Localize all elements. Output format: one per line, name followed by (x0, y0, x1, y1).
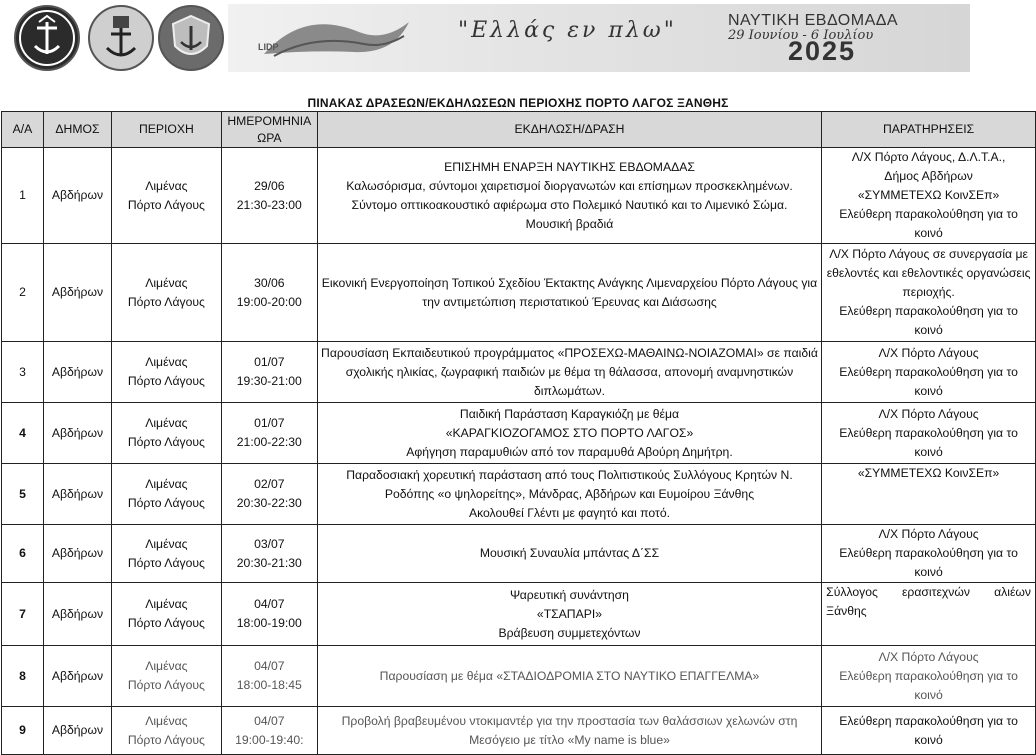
header-date-time: ΗΜΕΡΟΜΗΝΙΑ ΩΡΑ (221, 112, 317, 148)
cell-aa: 5 (2, 464, 44, 525)
cell-dimos: Αβδήρων (43, 464, 111, 525)
table-row (2, 646, 1036, 707)
cell-periochi: Λιμένας Πόρτο Λάγους (111, 403, 221, 464)
banner-tag: LIDP (258, 42, 279, 52)
cell-aa: 9 (2, 707, 44, 755)
cell-date-time: 03/07 20:30-21:30 (221, 525, 317, 583)
wave-icon (264, 14, 414, 64)
table-row (2, 464, 1036, 525)
cell-dimos: Αβδήρων (43, 646, 111, 707)
cell-notes: Λ/Χ Πόρτο Λάγους σε συνεργασία με εθελοντές και εθελοντικές οργανώσεις περιοχής. Ελεύθερη παρακολούθηση για το κοινό (822, 244, 1036, 342)
table-row (2, 403, 1036, 464)
cell-aa: 3 (2, 342, 44, 403)
cell-date-time: 04/07 18:00-18:45 (221, 646, 317, 707)
cell-dimos: Αβδήρων (43, 403, 111, 464)
cell-notes: Λ/Χ Πόρτο Λάγους Ελεύθερη παρακολούθηση για το κοινό (822, 403, 1036, 464)
banner-week-title: ΝΑΥΤΙΚΗ ΕΒΔΟΜΑΔΑ (728, 12, 899, 29)
banner-dates: 29 Ιουνίου - 6 Ιουλίου (728, 28, 874, 43)
cell-dimos: Αβδήρων (43, 583, 111, 646)
navy-week-banner (228, 4, 970, 72)
cell-aa: 4 (2, 403, 44, 464)
cell-notes: Σύλλογος ερασιτεχνών αλιέων Ξάνθης (822, 583, 1036, 646)
cell-aa: 1 (2, 148, 44, 244)
shield-icon (161, 8, 221, 68)
cell-dimos: Αβδήρων (43, 707, 111, 755)
cell-event: Μουσική Συναυλία μπάντας Δ΄ΣΣ (317, 525, 821, 583)
cell-dimos: Αβδήρων (43, 342, 111, 403)
header-event: ΕΚΔΗΛΩΣΗ/ΔΡΑΣΗ (317, 112, 821, 148)
cell-dimos: Αβδήρων (43, 148, 111, 244)
banner-slogan: "Ελλάς εν πλω" (458, 18, 677, 43)
header-dimos: ΔΗΜΟΣ (43, 112, 111, 148)
cell-periochi: Λιμένας Πόρτο Λάγους (111, 244, 221, 342)
cell-dimos: Αβδήρων (43, 244, 111, 342)
banner-year: 2025 (788, 36, 857, 66)
cell-periochi: Λιμένας Πόρτο Λάγους (111, 525, 221, 583)
cell-periochi: Λιμένας Πόρτο Λάγους (111, 464, 221, 525)
cell-aa: 6 (2, 525, 44, 583)
cell-event: Παραδοσιακή χορευτική παράσταση από τους Πολιτιστικούς Συλλόγους Κρητών Ν. Ροδόπης «ο ψηλορείτης», Μάνδρας, Αβδήρων και Ευμοίρου Ξάνθης Ακολουθεί Γλέντι με φαγητό και ποτό. (317, 464, 821, 525)
table-row (2, 148, 1036, 244)
cell-date-time: 01/07 19:30-21:00 (221, 342, 317, 403)
cell-periochi: Λιμένας Πόρτο Λάγους (111, 342, 221, 403)
cell-event: Προβολή βραβευμένου ντοκιμαντέρ για την προστασία των θαλάσσιων χελωνών στη Μεσόγειο με τίτλο «My name is blue» (317, 707, 821, 755)
cell-notes: Λ/Χ Πόρτο Λάγους, Δ.Λ.Τ.Α., Δήμος Αβδήρων «ΣΥΜΜΕΤΕΧΩ ΚοινΣΕπ» Ελεύθερη παρακολούθηση για το κοινό (822, 148, 1036, 244)
table-row (2, 342, 1036, 403)
cell-date-time: 29/06 21:30-23:00 (221, 148, 317, 244)
header-aa: Α/Α (2, 112, 44, 148)
table-row (2, 707, 1036, 755)
cell-date-time: 02/07 20:30-22:30 (221, 464, 317, 525)
cell-dimos: Αβδήρων (43, 525, 111, 583)
port-authority-logo (158, 5, 224, 71)
cell-notes: «ΣΥΜΜΕΤΕΧΩ ΚοινΣΕπ» (822, 464, 1036, 525)
cell-event: Παρουσίαση Εκπαιδευτικού προγράμματος «ΠΡΟΣΕΧΩ-ΜΑΘΑΙΝΩ-ΝΟΙΑΖΟΜΑΙ» σε παιδιά σχολικής ηλικίας, ζωγραφική παιδιών με θέμα τη θάλασσα, απονομή αναμνηστικών διπλωμάτων. (317, 342, 821, 403)
cell-notes: Ελεύθερη παρακολούθηση για το κοινό (822, 707, 1036, 755)
cell-notes: Λ/Χ Πόρτο Λάγους Ελεύθερη παρακολούθηση για το κοινό (822, 646, 1036, 707)
cell-aa: 7 (2, 583, 44, 646)
cell-notes: Λ/Χ Πόρτο Λάγους Ελεύθερη παρακολούθηση για το κοινό (822, 525, 1036, 583)
cell-event: Παρουσίαση με θέμα «ΣΤΑΔΙΟΔΡΟΜΙΑ ΣΤΟ ΝΑΥΤΙΚΟ ΕΠΑΓΓΕΛΜΑ» (317, 646, 821, 707)
anchor-crest-icon (91, 8, 151, 68)
cell-aa: 8 (2, 646, 44, 707)
events-table (1, 111, 1036, 755)
cell-periochi: Λιμένας Πόρτο Λάγους (111, 707, 221, 755)
cell-event: Ψαρευτική συνάντηση «ΤΣΑΠΑΡΙ» Βράβευση συμμετεχόντων (317, 583, 821, 646)
cell-event: Παιδική Παράσταση Καραγκιόζη με θέμα «ΚΑΡΑΓΚΙΟΖΟΓΑΜΟΣ ΣΤΟ ΠΟΡΤΟ ΛΑΓΟΣ» Αφήγηση παραμυθιών από τον παραμυθά Αβούρη Δημήτρη. (317, 403, 821, 464)
cell-periochi: Λιμένας Πόρτο Λάγους (111, 148, 221, 244)
cell-date-time: 04/07 19:00-19:40: (221, 707, 317, 755)
cell-date-time: 01/07 21:00-22:30 (221, 403, 317, 464)
table-row (2, 583, 1036, 646)
table-row (2, 525, 1036, 583)
hellenic-navy-logo (14, 5, 80, 71)
cell-periochi: Λιμένας Πόρτο Λάγους (111, 646, 221, 707)
anchor-trident-icon (17, 8, 77, 68)
cell-aa: 2 (2, 244, 44, 342)
document-title: ΠΙΝΑΚΑΣ ΔΡΑΣΕΩΝ/ΕΚΔΗΛΩΣΕΩΝ ΠΕΡΙΟΧΗΣ ΠΟΡΤΟ ΛΑΓΟΣ ΞΑΝΘΗΣ (307, 96, 729, 110)
cell-date-time: 30/06 19:00-20:00 (221, 244, 317, 342)
table-header-row (2, 112, 1036, 148)
header-periochi: ΠΕΡΙΟΧΗ (111, 112, 221, 148)
cell-event: ΕΠΙΣΗΜΗ ΕΝΑΡΞΗ ΝΑΥΤΙΚΗΣ ΕΒΔΟΜΑΔΑΣ Καλωσόρισμα, σύντομοι χαιρετισμοί διοργανωτών και επίσημων προσκεκλημένων. Σύντομο οπτικοακουστικό αφιέρωμα στο Πολεμικό Ναυτικό και το Λιμενικό Σώμα. Μουσική βραδιά (317, 148, 821, 244)
table-row (2, 244, 1036, 342)
header-notes: ΠΑΡΑΤΗΡΗΣΕΙΣ (822, 112, 1036, 148)
cell-event: Εικονική Ενεργοποίηση Τοπικού Σχεδίου Έκτακτης Ανάγκης Λιμεναρχείου Πόρτο Λάγους για την αντιμετώπιση περιστατικού Έρευνας και Διάσωσης (317, 244, 821, 342)
cell-date-time: 04/07 18:00-19:00 (221, 583, 317, 646)
cell-periochi: Λιμένας Πόρτο Λάγους (111, 583, 221, 646)
cell-notes: Λ/Χ Πόρτο Λάγους Ελεύθερη παρακολούθηση για το κοινό (822, 342, 1036, 403)
hellenic-coast-guard-logo (88, 5, 154, 71)
